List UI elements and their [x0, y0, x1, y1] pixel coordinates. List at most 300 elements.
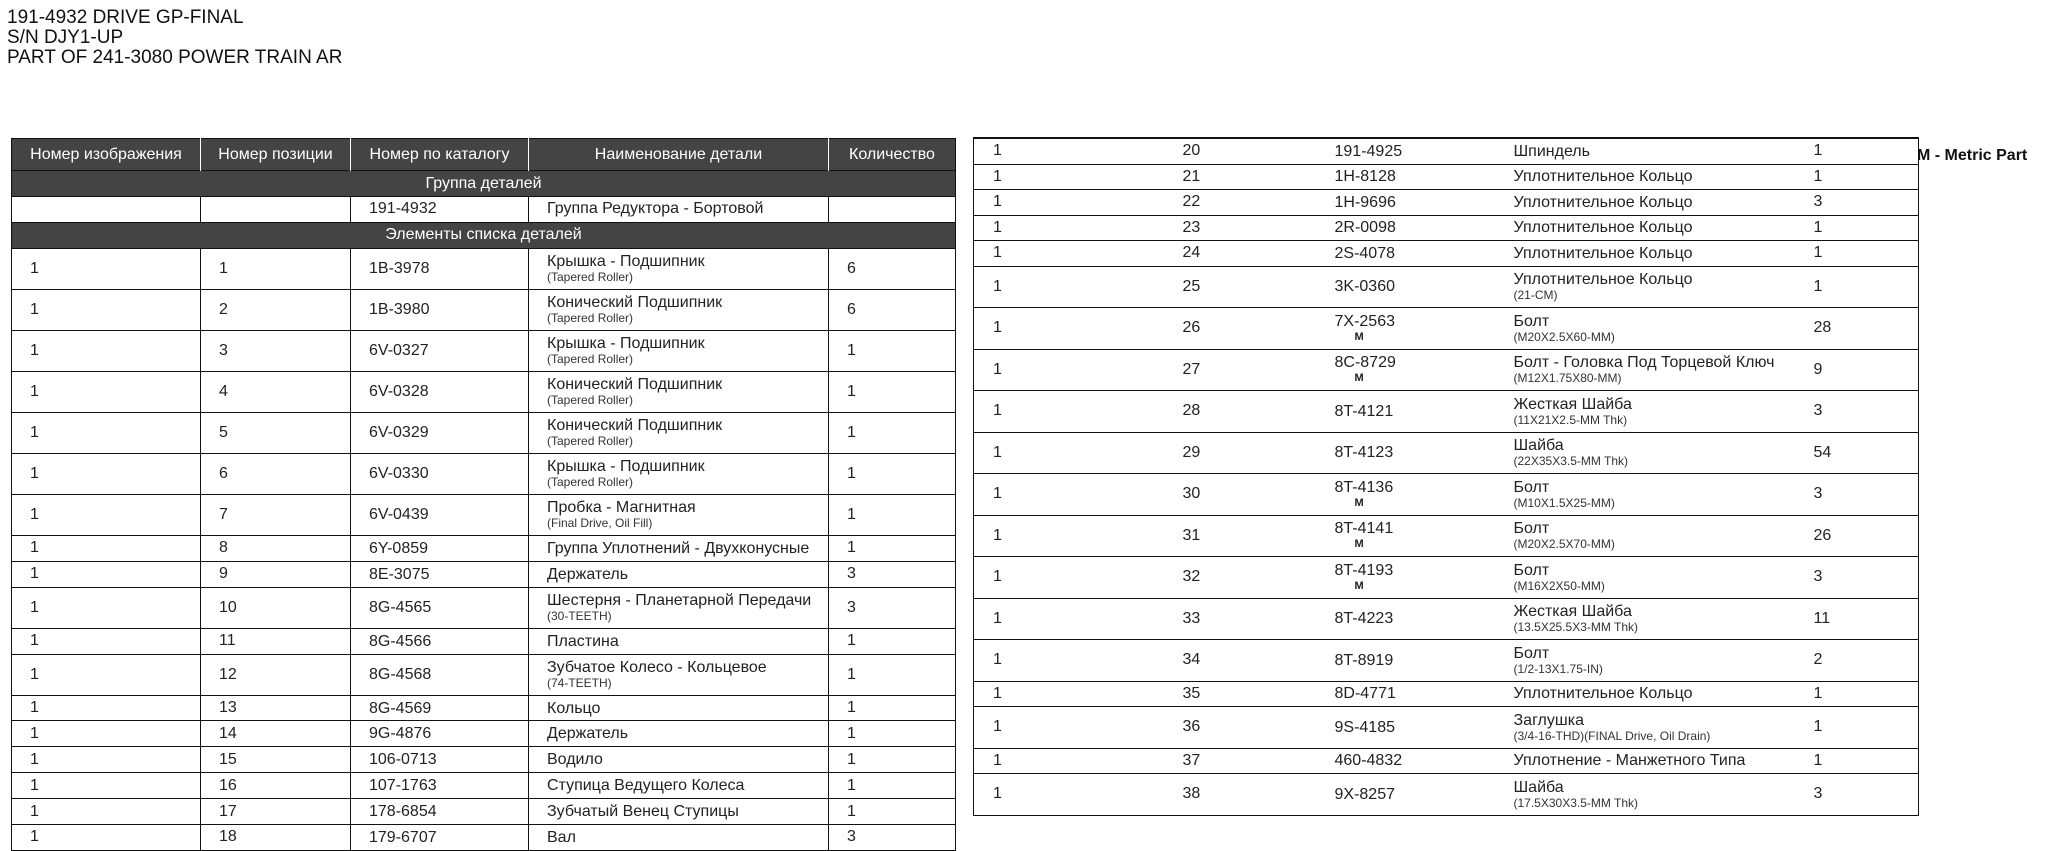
- catalog-number[interactable]: 8G-4568: [369, 666, 432, 684]
- part-spec: (Tapered Roller): [547, 475, 634, 490]
- image-number: 1: [12, 412, 201, 453]
- table-row: [974, 241, 1919, 267]
- column-header: Наименование детали: [529, 139, 829, 171]
- catalog-number[interactable]: 6V-0327: [369, 342, 429, 360]
- quantity: 1: [1795, 681, 1919, 707]
- position-number: 28: [1164, 391, 1316, 433]
- table-row: [974, 515, 1919, 557]
- image-number: 1: [12, 535, 201, 561]
- catalog-number[interactable]: 6V-0329: [369, 424, 429, 442]
- catalog-number[interactable]: 460-4832: [1334, 752, 1403, 770]
- catalog-number[interactable]: 178-6854: [369, 803, 437, 821]
- catalog-number[interactable]: 8C-8729: [1334, 354, 1396, 372]
- catalog-number[interactable]: 1H-9696: [1334, 193, 1396, 211]
- image-number: 1: [974, 557, 1164, 599]
- catalog-number[interactable]: 106-0713: [369, 751, 437, 769]
- part-name: Жесткая Шайба: [1513, 603, 1632, 621]
- catalog-number-cell: [1316, 241, 1495, 267]
- image-number: 1: [974, 515, 1164, 557]
- table-row: [974, 474, 1919, 516]
- quantity: 1: [1795, 164, 1919, 190]
- part-name-cell: [529, 654, 829, 695]
- part-name: Группа Редуктора - Бортовой: [529, 197, 829, 223]
- part-name-cell: [1495, 241, 1795, 267]
- part-name-cell: [1495, 266, 1795, 308]
- part-name-cell: [1495, 707, 1795, 749]
- part-name: Болт: [1513, 561, 1550, 579]
- catalog-number[interactable]: 8G-4565: [369, 599, 432, 617]
- part-name: Кольцо: [547, 699, 601, 717]
- part-name: Держатель: [547, 725, 629, 743]
- position-number: 33: [1164, 598, 1316, 640]
- catalog-number-cell: [1316, 190, 1495, 216]
- catalog-number[interactable]: 8G-4566: [369, 632, 432, 650]
- image-number: 1: [12, 773, 201, 799]
- quantity: 1: [829, 371, 956, 412]
- assembly-title: 191-4932 DRIVE GP-FINAL: [7, 7, 244, 28]
- page-header: [7, 8, 342, 68]
- part-name-cell: [1495, 432, 1795, 474]
- image-number: 1: [974, 266, 1164, 308]
- part-name-cell: [529, 695, 829, 721]
- part-name: Зубчатое Колесо - Кольцевое: [547, 659, 767, 677]
- table-row: [974, 190, 1919, 216]
- quantity: 1: [829, 330, 956, 371]
- position-number: 34: [1164, 640, 1316, 682]
- part-name-cell: [1495, 598, 1795, 640]
- position-number: 23: [1164, 215, 1316, 241]
- image-number: 1: [12, 453, 201, 494]
- position-number: 31: [1164, 515, 1316, 557]
- position-number: 14: [201, 721, 351, 747]
- quantity: 6: [829, 289, 956, 330]
- image-number: 1: [12, 289, 201, 330]
- quantity: 1: [829, 747, 956, 773]
- quantity: 1: [1795, 241, 1919, 267]
- catalog-number[interactable]: 8T-4123: [1334, 444, 1394, 462]
- quantity: 1: [1795, 138, 1919, 164]
- image-number: 1: [12, 721, 201, 747]
- part-spec: (M16X2X50-MM): [1513, 578, 1605, 593]
- catalog-number-cell: [351, 773, 529, 799]
- part-name-cell: [1495, 164, 1795, 190]
- part-name-cell: [1495, 557, 1795, 599]
- catalog-number[interactable]: 8T-4136: [1334, 478, 1394, 496]
- position-number: 24: [1164, 241, 1316, 267]
- image-number: 1: [12, 654, 201, 695]
- metric-flag: M: [1354, 538, 1364, 551]
- part-spec: (17.5X30X3.5-MM Thk): [1513, 795, 1638, 810]
- part-name-cell: [529, 453, 829, 494]
- part-spec: (13.5X25.5X3-MM Thk): [1513, 620, 1638, 635]
- catalog-number-cell: [351, 494, 529, 535]
- quantity: 6: [829, 248, 956, 289]
- part-name-cell: [529, 628, 829, 654]
- catalog-number[interactable]: 1B-3978: [369, 260, 430, 278]
- image-number: 1: [974, 391, 1164, 433]
- part-name-cell: [529, 825, 829, 851]
- catalog-number[interactable]: 1H-8128: [1334, 168, 1396, 186]
- image-number: 1: [974, 349, 1164, 391]
- catalog-number[interactable]: 6V-0330: [369, 465, 429, 483]
- quantity: 26: [1795, 515, 1919, 557]
- position-number: 25: [1164, 266, 1316, 308]
- parts-table-left: [11, 138, 956, 851]
- image-number: 1: [12, 371, 201, 412]
- part-name-cell: [1495, 308, 1795, 350]
- table-row: [974, 640, 1919, 682]
- quantity: 3: [829, 825, 956, 851]
- part-spec: (Tapered Roller): [547, 352, 634, 367]
- part-name-cell: [529, 561, 829, 587]
- part-name-cell: [1495, 391, 1795, 433]
- part-name-cell: [1495, 190, 1795, 216]
- catalog-number[interactable]: 7X-2563: [1334, 312, 1395, 330]
- catalog-number-cell: [351, 628, 529, 654]
- position-number: 12: [201, 654, 351, 695]
- catalog-number-cell: [1316, 215, 1495, 241]
- part-name: Крышка - Подшипник: [547, 458, 705, 476]
- catalog-number-cell: [351, 825, 529, 851]
- table-row: [974, 557, 1919, 599]
- catalog-number[interactable]: 8T-4223: [1334, 610, 1394, 628]
- quantity: 3: [1795, 557, 1919, 599]
- quantity: 11: [1795, 598, 1919, 640]
- quantity: 1: [829, 695, 956, 721]
- table-row: [12, 628, 956, 654]
- table-row: [12, 371, 956, 412]
- part-name: Зубчатый Венец Ступицы: [547, 803, 739, 821]
- parts-table-right: [973, 137, 1919, 816]
- table-row: [974, 164, 1919, 190]
- catalog-number-cell: [1316, 748, 1495, 774]
- image-number: 1: [974, 308, 1164, 350]
- image-number: 1: [12, 561, 201, 587]
- table-header-row: [12, 139, 956, 171]
- table-row: [974, 138, 1919, 164]
- catalog-number[interactable]: 6V-0439: [369, 506, 429, 524]
- position-number: 37: [1164, 748, 1316, 774]
- table-row: [974, 215, 1919, 241]
- catalog-number-cell: [1316, 557, 1495, 599]
- part-name: Шайба: [1513, 778, 1564, 796]
- group-label: Группа деталей: [12, 171, 956, 197]
- column-header: Номер по каталогу: [351, 139, 529, 171]
- part-name: Пластина: [547, 632, 619, 650]
- catalog-number[interactable]: 191-4925: [1334, 142, 1403, 160]
- quantity: 3: [1795, 190, 1919, 216]
- catalog-number-cell: [351, 721, 529, 747]
- catalog-number-cell: [351, 695, 529, 721]
- part-name: Группа Уплотнений - Двухконусные: [547, 539, 810, 557]
- catalog-number[interactable]: 3K-0360: [1334, 278, 1395, 296]
- catalog-number-cell: [1316, 164, 1495, 190]
- position-number: 26: [1164, 308, 1316, 350]
- part-spec: (3/4-16-THD)(FINAL Drive, Oil Drain): [1513, 728, 1711, 743]
- table-row: [12, 721, 956, 747]
- part-name-cell: [529, 289, 829, 330]
- position-number: 38: [1164, 774, 1316, 816]
- position-number: 7: [201, 494, 351, 535]
- catalog-number[interactable]: 8E-3075: [369, 565, 430, 583]
- part-name-cell: [1495, 774, 1795, 816]
- catalog-number-cell: [1316, 474, 1495, 516]
- table-row: [974, 432, 1919, 474]
- metric-legend: M - Metric Part: [1917, 147, 2028, 164]
- table-row: [12, 561, 956, 587]
- image-number: 1: [974, 774, 1164, 816]
- image-number: 1: [974, 215, 1164, 241]
- catalog-number-cell: [1316, 138, 1495, 164]
- image-number: 1: [12, 799, 201, 825]
- catalog-number[interactable]: 8T-4193: [1334, 561, 1394, 579]
- catalog-number-cell: [1316, 774, 1495, 816]
- image-number: 1: [12, 330, 201, 371]
- position-number: 11: [201, 628, 351, 654]
- part-name-cell: [529, 587, 829, 628]
- part-spec: (11X21X2.5-MM Thk): [1513, 412, 1628, 427]
- table-row: [974, 308, 1919, 350]
- position-number: 15: [201, 747, 351, 773]
- position-number: [201, 197, 351, 223]
- part-spec: (Tapered Roller): [547, 311, 634, 326]
- part-name-cell: [529, 747, 829, 773]
- items-label: Элементы списка деталей: [12, 222, 956, 248]
- position-number: 4: [201, 371, 351, 412]
- part-spec: (Tapered Roller): [547, 393, 634, 408]
- part-name: Крышка - Подшипник: [547, 253, 705, 271]
- catalog-number-cell: [351, 289, 529, 330]
- column-header: Номер изображения: [12, 139, 201, 171]
- table-row: [974, 681, 1919, 707]
- part-name: Шестерня - Планетарной Передачи: [547, 592, 812, 610]
- catalog-number[interactable]: 8T-8919: [1334, 651, 1394, 669]
- position-number: 18: [201, 825, 351, 851]
- catalog-number[interactable]: 6Y-0859: [369, 539, 429, 557]
- table-row: [12, 747, 956, 773]
- catalog-number-cell: [1316, 349, 1495, 391]
- table-row: [12, 412, 956, 453]
- image-number: 1: [974, 138, 1164, 164]
- table-row: [974, 598, 1919, 640]
- image-number: 1: [974, 164, 1164, 190]
- catalog-number[interactable]: 9S-4185: [1334, 718, 1395, 736]
- part-name: Уплотнительное Кольцо: [1513, 271, 1693, 289]
- table-row: [12, 248, 956, 289]
- part-name-cell: [529, 773, 829, 799]
- part-name-cell: [1495, 640, 1795, 682]
- part-name-cell: [1495, 349, 1795, 391]
- part-name: Водило: [547, 751, 603, 769]
- part-name-cell: [1495, 748, 1795, 774]
- part-name-cell: [529, 721, 829, 747]
- position-number: 35: [1164, 681, 1316, 707]
- quantity: 3: [829, 561, 956, 587]
- part-name: Заглушка: [1513, 711, 1584, 729]
- catalog-number-cell: [1316, 707, 1495, 749]
- part-spec: (30-TEETH): [547, 609, 612, 624]
- quantity: 1: [829, 799, 956, 825]
- quantity: 1: [829, 773, 956, 799]
- catalog-number[interactable]: 8G-4569: [369, 699, 432, 717]
- part-name: Ступица Ведущего Колеса: [547, 777, 745, 795]
- quantity: 1: [829, 453, 956, 494]
- metric-flag: M: [1354, 579, 1364, 592]
- catalog-number-cell: [351, 371, 529, 412]
- quantity: 54: [1795, 432, 1919, 474]
- part-name-cell: [1495, 474, 1795, 516]
- image-number: 1: [974, 681, 1164, 707]
- table-row: [12, 799, 956, 825]
- catalog-number[interactable]: 179-6707: [369, 828, 437, 846]
- table-row: [12, 494, 956, 535]
- position-number: 3: [201, 330, 351, 371]
- part-spec: (1/2-13X1.75-IN): [1513, 661, 1603, 676]
- part-name-cell: [529, 494, 829, 535]
- catalog-number-cell: [1316, 598, 1495, 640]
- image-number: 1: [12, 248, 201, 289]
- part-name: Пробка - Магнитная: [547, 499, 696, 517]
- part-name: Держатель: [547, 565, 629, 583]
- image-number: 1: [974, 748, 1164, 774]
- metric-flag: M: [1354, 372, 1364, 385]
- quantity: 3: [1795, 774, 1919, 816]
- quantity: 3: [1795, 474, 1919, 516]
- position-number: 36: [1164, 707, 1316, 749]
- part-spec: (Tapered Roller): [547, 270, 634, 285]
- position-number: 6: [201, 453, 351, 494]
- quantity: [829, 197, 956, 223]
- catalog-number-cell: [351, 412, 529, 453]
- position-number: 32: [1164, 557, 1316, 599]
- part-name: Конический Подшипник: [547, 376, 723, 394]
- position-number: 29: [1164, 432, 1316, 474]
- part-name: Болт - Головка Под Торцевой Ключ: [1513, 354, 1775, 372]
- quantity: 28: [1795, 308, 1919, 350]
- part-name-cell: [529, 248, 829, 289]
- part-name: Уплотнительное Кольцо: [1513, 685, 1693, 703]
- part-name: Вал: [547, 828, 576, 846]
- quantity: 1: [1795, 707, 1919, 749]
- part-name-cell: [1495, 215, 1795, 241]
- catalog-number-cell: [351, 799, 529, 825]
- quantity: 1: [829, 494, 956, 535]
- part-name: Болт: [1513, 478, 1550, 496]
- catalog-number-cell: [351, 330, 529, 371]
- catalog-number[interactable]: 9X-8257: [1334, 785, 1395, 803]
- part-spec: (M10X1.5X25-MM): [1513, 495, 1615, 510]
- part-name: Уплотнение - Манжетного Типа: [1513, 752, 1746, 770]
- part-spec: (M20X2.5X60-MM): [1513, 329, 1615, 344]
- table-row: [12, 773, 956, 799]
- part-name-cell: [1495, 681, 1795, 707]
- part-name: Конический Подшипник: [547, 294, 723, 312]
- quantity: 1: [829, 535, 956, 561]
- catalog-number-cell: [351, 453, 529, 494]
- quantity: 1: [829, 654, 956, 695]
- part-name-cell: [529, 371, 829, 412]
- quantity: 9: [1795, 349, 1919, 391]
- catalog-number[interactable]: 9G-4876: [369, 725, 432, 743]
- catalog-number-cell: [1316, 432, 1495, 474]
- position-number: 16: [201, 773, 351, 799]
- catalog-number[interactable]: 2R-0098: [1334, 219, 1396, 237]
- image-number: 1: [974, 640, 1164, 682]
- position-number: 9: [201, 561, 351, 587]
- catalog-number[interactable]: 6V-0328: [369, 383, 429, 401]
- catalog-number-cell: [351, 248, 529, 289]
- quantity: 3: [1795, 391, 1919, 433]
- image-number: 1: [12, 494, 201, 535]
- position-number: 17: [201, 799, 351, 825]
- image-number: 1: [12, 747, 201, 773]
- quantity: 2: [1795, 640, 1919, 682]
- catalog-number[interactable]: 2S-4078: [1334, 244, 1395, 262]
- part-spec: (22X35X3.5-MM Thk): [1513, 454, 1628, 469]
- table-row: [12, 695, 956, 721]
- position-number: 8: [201, 535, 351, 561]
- part-spec: (M20X2.5X70-MM): [1513, 537, 1615, 552]
- items-section-header: [12, 222, 956, 248]
- table-row: [974, 391, 1919, 433]
- catalog-number[interactable]: 107-1763: [369, 777, 437, 795]
- column-header: Номер позиции: [201, 139, 351, 171]
- catalog-number[interactable]: 8T-4141: [1334, 520, 1394, 538]
- serial-range: S/N DJY1-UP: [7, 27, 124, 48]
- table-row: [974, 349, 1919, 391]
- part-name-cell: [1495, 138, 1795, 164]
- column-header: Количество: [829, 139, 956, 171]
- part-name: Болт: [1513, 644, 1550, 662]
- part-spec: (Tapered Roller): [547, 434, 634, 449]
- table-row: [974, 266, 1919, 308]
- table-row: [12, 330, 956, 371]
- position-number: 13: [201, 695, 351, 721]
- catalog-number[interactable]: 8T-4121: [1334, 402, 1394, 420]
- metric-flag: M: [1354, 496, 1364, 509]
- part-name: Шайба: [1513, 437, 1564, 455]
- position-number: 2: [201, 289, 351, 330]
- catalog-number[interactable]: 191-4932: [351, 197, 529, 223]
- part-spec: (21-CM): [1513, 288, 1558, 303]
- part-spec: (74-TEETH): [547, 676, 612, 691]
- position-number: 1: [201, 248, 351, 289]
- catalog-number-cell: [1316, 391, 1495, 433]
- catalog-number[interactable]: 8D-4771: [1334, 685, 1396, 703]
- image-number: 1: [974, 598, 1164, 640]
- quantity: 1: [1795, 215, 1919, 241]
- image-number: 1: [974, 432, 1164, 474]
- image-number: 1: [12, 825, 201, 851]
- catalog-number-cell: [351, 561, 529, 587]
- table-row: [12, 453, 956, 494]
- parent-assembly: PART OF 241-3080 POWER TRAIN AR: [7, 47, 343, 68]
- part-name: Уплотнительное Кольцо: [1513, 168, 1693, 186]
- catalog-number-cell: [1316, 515, 1495, 557]
- image-number: [12, 197, 201, 223]
- catalog-number-cell: [1316, 681, 1495, 707]
- catalog-number[interactable]: 1B-3980: [369, 301, 430, 319]
- position-number: 21: [1164, 164, 1316, 190]
- table-row: [12, 654, 956, 695]
- table-row: [974, 748, 1919, 774]
- group-row: [12, 197, 956, 223]
- part-name-cell: [529, 535, 829, 561]
- catalog-number-cell: [351, 654, 529, 695]
- position-number: 5: [201, 412, 351, 453]
- image-number: 1: [12, 695, 201, 721]
- catalog-number-cell: [1316, 640, 1495, 682]
